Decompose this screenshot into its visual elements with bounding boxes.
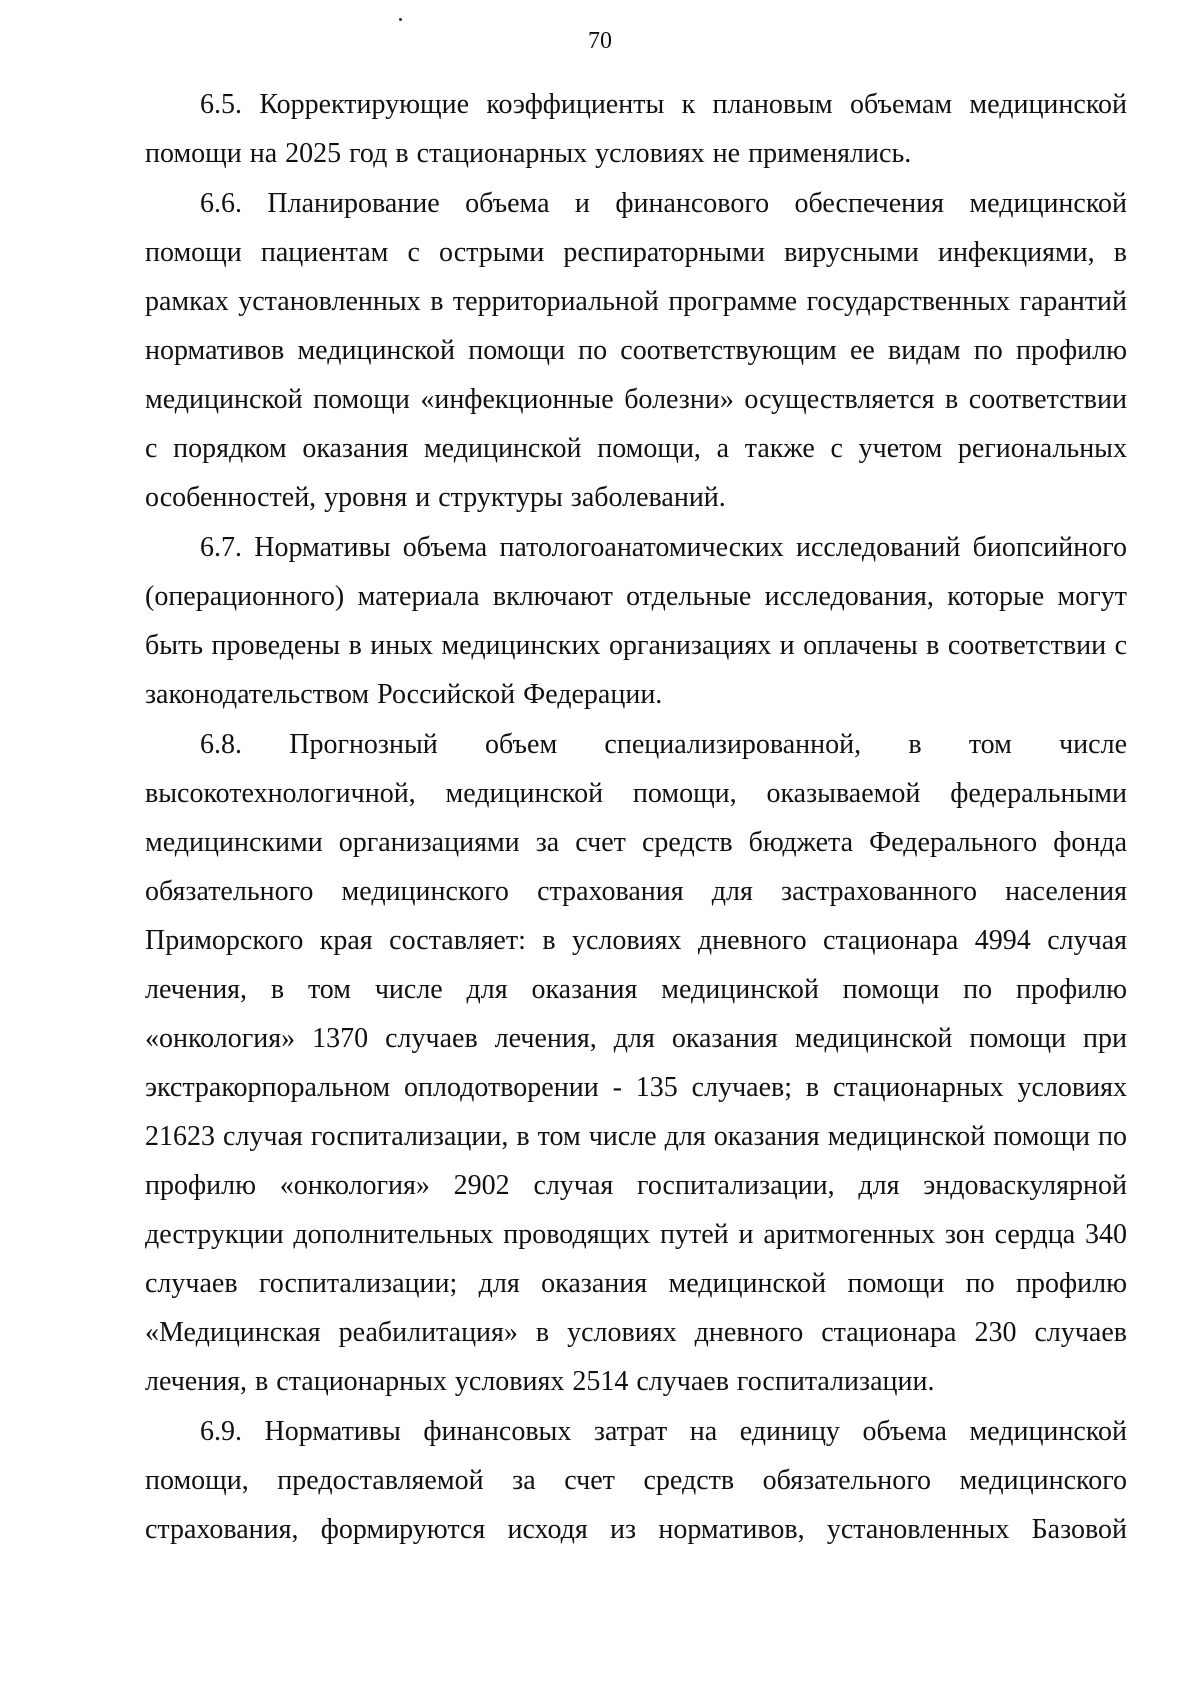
paragraph-6-8: 6.8. Прогнозный объем специализированной, в том числе высокотехнологичной, медицинской помощи, оказываемой федеральными медицинскими организациями за счет средств бюджета Федерального фонда обязательного медицинского страхования для застрахованного населения Приморского края составляет: в условиях дневного стационара 4994 случая лечения, в том числе для оказания медицинской помощи по профилю «онкология» 1370 случаев лечения, для оказания медицинской помощи при экстракорпоральном оплодотворении - 135 случаев; в стационарных условиях 21623 случая госпитализации, в том числе для оказания медицинской помощи по профилю «онкология» 2902 случая госпитализации, для эндоваскулярной деструкции дополнительных проводящих путей и аритмогенных зон сердца 340 случаев госпитализации; для оказания медицинской помощи по профилю «Медицинская реабилитация» в условиях дневного стационара 230 случаев лечения, в стационарных условиях 2514 случаев госпитализации. xyxy=(145,729,1127,1397)
paragraph-6-5: 6.5. Корректирующие коэффициенты к плановым объемам медицинской помощи на 2025 год в стационарных условиях не применялись. xyxy=(145,89,1127,169)
paragraph-6-7: 6.7. Нормативы объема патологоанатомических исследований биопсийного (операционного) материала включают отдельные исследования, которые могут быть проведены в иных медицинских организациях и оплачены в соответствии с законодательством Российской Федерации. xyxy=(145,532,1127,710)
paragraph-6-9: 6.9. Нормативы финансовых затрат на единицу объема медицинской помощи, предоставляемой за счет средств обязательного медицинского страхования, формируются исходя из нормативов, установленных Базовой xyxy=(145,1416,1127,1545)
page-number: 70 xyxy=(588,28,612,54)
scan-speck xyxy=(399,18,402,21)
paragraph-6-6: 6.6. Планирование объема и финансового обеспечения медицинской помощи пациентам с острыми респираторными вирусными инфекциями, в рамках установленных в территориальной программе государственных гарантий нормативов медицинской помощи по соответствующим ее видам по профилю медицинской помощи «инфекционные болезни» осуществляется в соответствии с порядком оказания медицинской помощи, а также с учетом региональных особенностей, уровня и структуры заболеваний. xyxy=(145,188,1127,513)
document-body xyxy=(145,80,1127,1554)
